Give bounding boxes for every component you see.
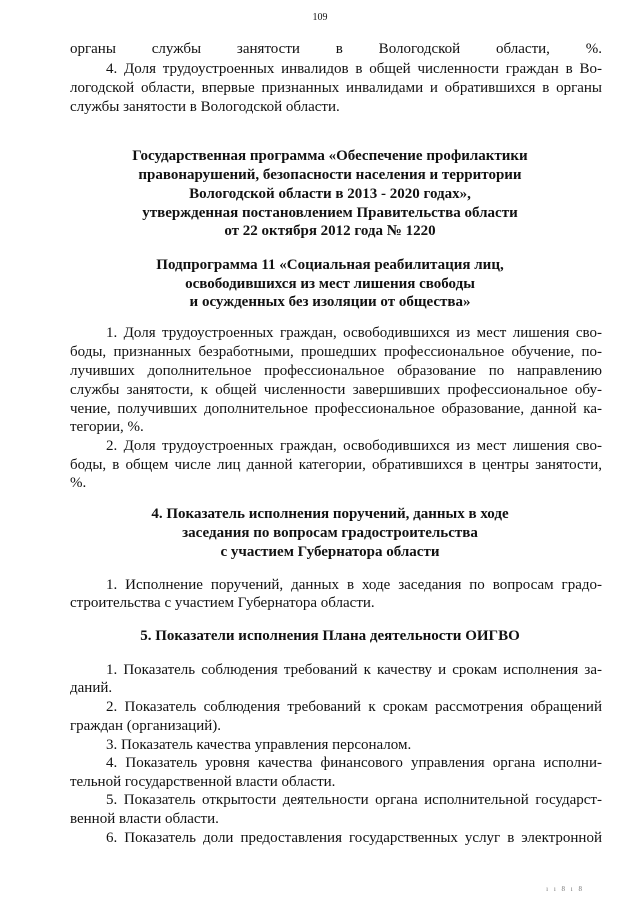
paragraph-line: лучивших дополнительное профессиональное образование по направлению bbox=[70, 363, 602, 379]
section-4-title-line: с участием Губернатора области bbox=[220, 544, 440, 560]
scan-mark: ı ı 8 ı 8 bbox=[546, 885, 584, 893]
section-5-title: 5. Показатели исполнения Плана деятельности ОИГВО bbox=[140, 628, 520, 644]
paragraph-line: тегории, %. bbox=[70, 419, 144, 435]
paragraph-line: службы занятости в Вологодской области. bbox=[70, 99, 340, 115]
paragraph-line: 2. Показатель соблюдения требований к срокам рассмотрения обращений bbox=[106, 699, 602, 715]
paragraph-line: логодской области, впервые признанных инвалидами и обратившихся в органы bbox=[70, 80, 602, 96]
paragraph-line: 5. Показатель открытости деятельности органа исполнительной государст- bbox=[106, 792, 602, 808]
paragraph-line: строительства с участием Губернатора области. bbox=[70, 595, 375, 611]
paragraph-line: 4. Показатель уровня качества финансового управления органа исполни- bbox=[106, 755, 602, 771]
paragraph-line: %. bbox=[70, 475, 87, 491]
paragraph-line: боды, признанных безработными, прошедших профессиональное обучение, по- bbox=[70, 344, 602, 360]
page-number: 109 bbox=[312, 12, 328, 23]
subprogram-title-line: освободившихся из мест лишения свободы bbox=[185, 276, 475, 292]
paragraph-line: боды, в общем числе лиц данной категории, обратившихся в центры занятости, bbox=[70, 457, 602, 473]
paragraph-line: 1. Показатель соблюдения требований к качеству и срокам исполнения за- bbox=[106, 662, 602, 678]
program-title-line: правонарушений, безопасности населения и территории bbox=[138, 167, 522, 183]
subprogram-title-line: Подпрограмма 11 «Социальная реабилитация лиц, bbox=[156, 257, 504, 273]
paragraph-line: 1. Доля трудоустроенных граждан, освободившихся из мест лишения сво- bbox=[106, 325, 602, 341]
section-4-title-line: заседания по вопросам градостроительства bbox=[182, 525, 478, 541]
paragraph-line: 6. Показатель доли предоставления государственных услуг в электронной bbox=[106, 830, 602, 846]
paragraph-line: службы занятости, к общей численности завершивших профессиональное обу- bbox=[70, 382, 602, 398]
subprogram-title-line: и осужденных без изоляции от общества» bbox=[189, 294, 471, 310]
section-4-title-line: 4. Показатель исполнения поручений, данных в ходе bbox=[151, 506, 509, 522]
program-title-line: Государственная программа «Обеспечение профилактики bbox=[132, 148, 528, 164]
paragraph-line: 1. Исполнение поручений, данных в ходе заседания по вопросам градо- bbox=[106, 577, 602, 593]
paragraph-line: чение, получивших дополнительное профессиональное образование, данной ка- bbox=[70, 401, 602, 417]
program-title-line: Вологодской области в 2013 - 2020 годах», bbox=[189, 186, 471, 202]
paragraph-line: тельной государственной власти области. bbox=[70, 774, 336, 790]
paragraph-line: граждан (организаций). bbox=[70, 718, 222, 734]
paragraph-line: венной власти области. bbox=[70, 811, 219, 827]
paragraph-line: органы службы занятости в Вологодской области, %. bbox=[70, 41, 602, 57]
paragraph-line: 3. Показатель качества управления персоналом. bbox=[106, 737, 412, 753]
paragraph-line: даний. bbox=[70, 680, 113, 696]
paragraph-line: 2. Доля трудоустроенных граждан, освободившихся из мест лишения сво- bbox=[106, 438, 602, 454]
paragraph-line: 4. Доля трудоустроенных инвалидов в общей численности граждан в Во- bbox=[106, 61, 602, 77]
program-title-line: от 22 октября 2012 года № 1220 bbox=[224, 223, 436, 239]
program-title-line: утвержденная постановлением Правительства области bbox=[142, 205, 518, 221]
